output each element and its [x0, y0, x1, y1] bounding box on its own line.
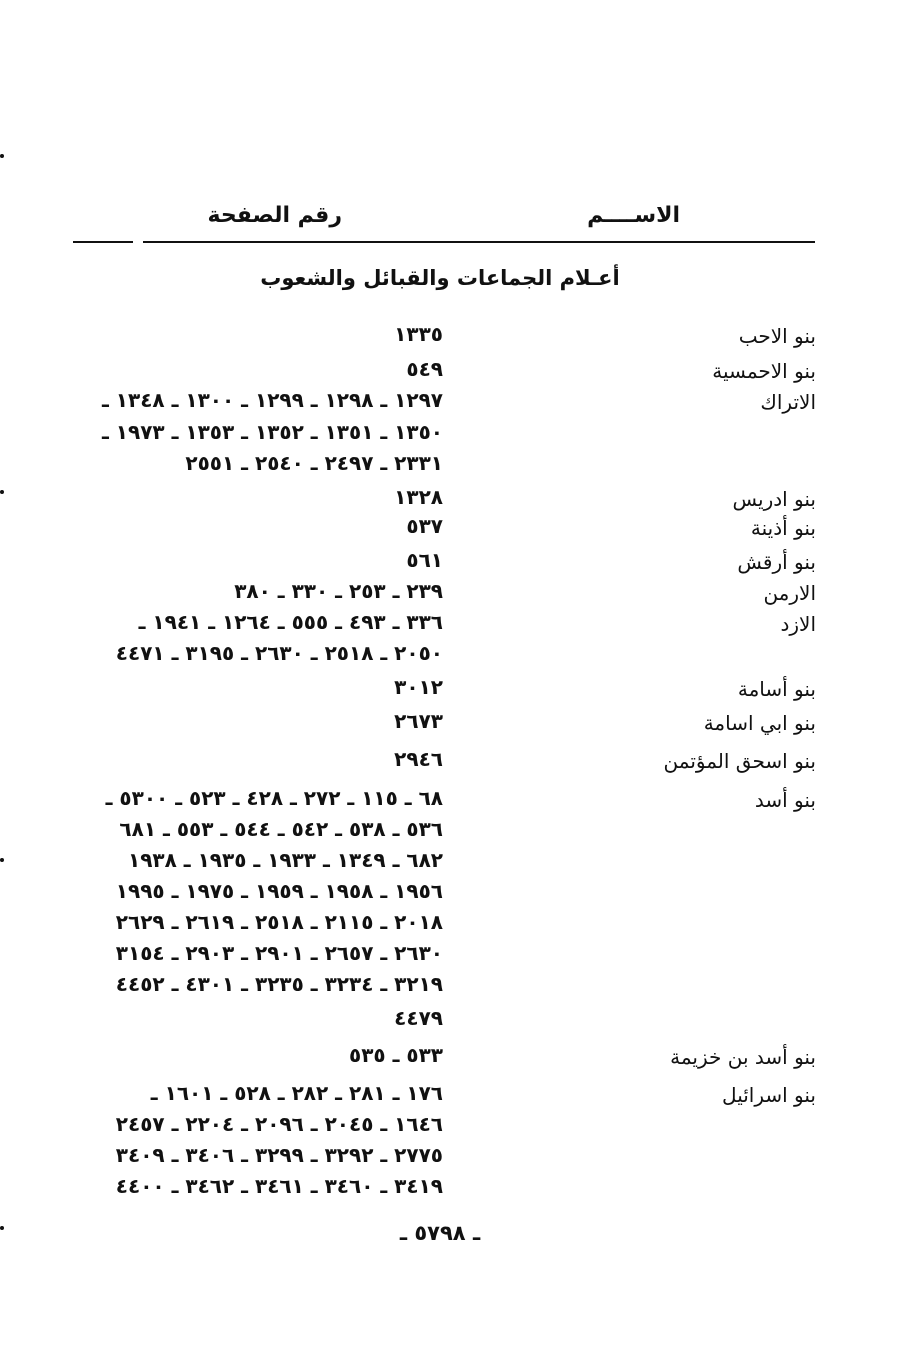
page-numbers-line: ٢٦٣٠ ـ ٢٦٥٧ ـ ٢٩٠١ ـ ٢٩٠٣ ـ ٣١٥٤ [115, 941, 443, 965]
entry-name: بنو الاحمسية [712, 359, 816, 383]
column-header-page: رقم الصفحة [207, 203, 342, 228]
page-numbers-line: ١٣٣٥ [394, 322, 443, 346]
page-numbers-line: ٦٨٢ ـ ١٣٤٩ ـ ١٩٣٣ ـ ١٩٣٥ ـ ١٩٣٨ [128, 848, 443, 872]
page-numbers-line: ٣٠١٢ [394, 675, 443, 699]
page-numbers-line: ٣٢١٩ ـ ٣٢٣٤ ـ ٣٢٣٥ ـ ٤٣٠١ ـ ٤٤٥٢ [115, 972, 443, 996]
entry-name: بنو أسد [754, 788, 816, 812]
page-numbers-line: ٢٠٥٠ ـ ٢٥١٨ ـ ٢٦٣٠ ـ ٣١٩٥ ـ ٤٤٧١ [115, 641, 443, 665]
page-numbers-line: ٢٠١٨ ـ ٢١١٥ ـ ٢٥١٨ ـ ٢٦١٩ ـ ٢٦٢٩ [115, 910, 443, 934]
entry-name: بنو أرقش [737, 550, 816, 574]
entry-name: الاتراك [760, 390, 816, 414]
page-numbers-line: ٥٣٧ [406, 514, 443, 538]
page-numbers-line: ١٣٢٨ [394, 485, 443, 509]
page-numbers-line: ٦٨ ـ ١١٥ ـ ٢٧٢ ـ ٤٢٨ ـ ٥٢٣ ـ ٥٣٠٠ ـ [105, 786, 443, 810]
column-header-name: الاســــم [587, 203, 680, 228]
entry-name: بنو الاحب [738, 324, 816, 348]
scan-mark [0, 1226, 4, 1230]
page-numbers-line: ١٦٤٦ ـ ٢٠٤٥ ـ ٢٠٩٦ ـ ٢٢٠٤ ـ ٢٤٥٧ [115, 1112, 443, 1136]
header-rule-left [73, 241, 133, 243]
page-numbers-line: ٢٣٩ ـ ٢٥٣ ـ ٣٣٠ ـ ٣٨٠ [234, 579, 443, 603]
entry-name: بنو ابي اسامة [703, 711, 816, 735]
page-numbers-line: ٢٧٧٥ ـ ٣٢٩٢ ـ ٣٢٩٩ ـ ٣٤٠٦ ـ ٣٤٠٩ [115, 1143, 443, 1167]
section-title: أعـلام الجماعات والقبائل والشعوب [260, 266, 620, 290]
page-numbers-line: ٢٩٤٦ [394, 747, 443, 771]
page-numbers-line: ٥٤٩ [406, 357, 443, 381]
entry-name: الارمن [763, 581, 816, 605]
entry-name: بنو أسامة [737, 677, 816, 701]
page-numbers-line: ١٢٩٧ ـ ١٢٩٨ ـ ١٢٩٩ ـ ١٣٠٠ ـ ١٣٤٨ ـ [101, 388, 443, 412]
entry-name: بنو اسرائيل [722, 1083, 816, 1107]
page-numbers-line: ٥٣٣ ـ ٥٣٥ [348, 1043, 443, 1067]
entry-name: بنو ادريس [732, 487, 816, 511]
scan-mark [0, 490, 4, 494]
page-numbers-line: ٣٣٦ ـ ٤٩٣ ـ ٥٥٥ ـ ١٢٦٤ ـ ١٩٤١ ـ [138, 610, 443, 634]
page-numbers-line: ٤٤٧٩ [394, 1006, 443, 1030]
entry-name: بنو اسحق المؤتمن [663, 749, 816, 773]
page-numbers-line: ٥٦١ [406, 548, 443, 572]
entry-name: بنو أسد بن خزيمة [670, 1045, 816, 1069]
scan-mark [0, 858, 4, 862]
page-numbers-line: ١٧٦ ـ ٢٨١ ـ ٢٨٢ ـ ٥٢٨ ـ ١٦٠١ ـ [150, 1081, 443, 1105]
page-numbers-line: ٢٦٧٣ [394, 709, 443, 733]
page-numbers-line: ٣٤١٩ ـ ٣٤٦٠ ـ ٣٤٦١ ـ ٣٤٦٢ ـ ٤٤٠٠ [115, 1174, 443, 1198]
page-numbers-line: ١٣٥٠ ـ ١٣٥١ ـ ١٣٥٢ ـ ١٣٥٣ ـ ١٩٧٣ ـ [101, 420, 443, 444]
entry-name: الازد [780, 612, 816, 636]
page-numbers-line: ١٩٥٦ ـ ١٩٥٨ ـ ١٩٥٩ ـ ١٩٧٥ ـ ١٩٩٥ [115, 879, 443, 903]
scan-mark [0, 154, 4, 158]
header-rule [143, 241, 815, 243]
page-number: ـ ٥٧٩٨ ـ [399, 1221, 481, 1245]
page-numbers-line: ٥٣٦ ـ ٥٣٨ ـ ٥٤٢ ـ ٥٤٤ ـ ٥٥٣ ـ ٦٨١ [119, 817, 443, 841]
entry-name: بنو أذينة [750, 516, 816, 540]
page-numbers-line: ٢٣٣١ ـ ٢٤٩٧ ـ ٢٥٤٠ ـ ٢٥٥١ [185, 451, 443, 475]
